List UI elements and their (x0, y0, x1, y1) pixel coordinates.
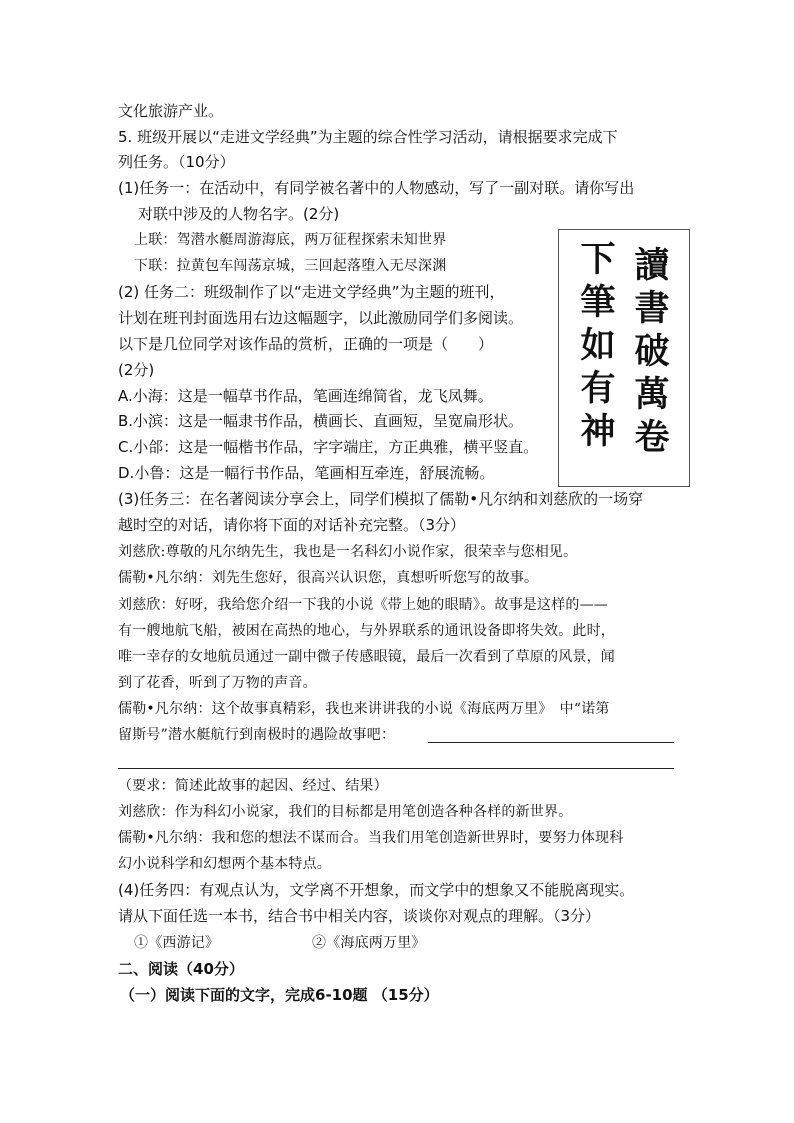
task2-prompt-line1: (2) 任务二：班级制作了以“走进文学经典”为主题的班刊， (118, 283, 505, 301)
book-option-2: ②《海底两万里》 (312, 935, 426, 951)
calligraphy-left-column (573, 238, 623, 453)
answer-blank-line1[interactable] (428, 742, 674, 743)
calligraphy-char: 筆 (580, 282, 616, 323)
question-5-line1: 5. 班级开展以“走进文学经典”为主题的综合性学习活动，请根据要求完成下 (118, 128, 618, 146)
task3-prompt-line1: (3)任务三：在名著阅读分享会上，同学们模拟了儒勒•凡尔纳和刘慈欣的一场穿 (118, 490, 644, 508)
couplet-upper: 上联：驾潜水艇周游海底，两万征程探索未知世界 (134, 232, 447, 248)
task4-prompt-line1: (4)任务四：有观点认为，文学离不开想象，而文学中的想象又不能脱离现实。 (118, 881, 635, 899)
option-b: B.小滨：这是一幅隶书作品，横画长、直画短，呈宽扁形状。 (118, 412, 524, 430)
dialogue-liu-2b: 有一艘地航飞船，被困在高热的地心，与外界联系的通讯设备即将失效。此时， (118, 623, 615, 639)
dialogue-verne-2a: 儒勒•凡尔纳：这个故事真精彩，我也来讲讲我的小说《海底两万里》 中“诺第 (118, 701, 610, 717)
calligraphy-char: 神 (580, 411, 616, 452)
task3-requirement: （要求：简述此故事的起因、经过、结果） (118, 778, 388, 794)
calligraphy-right-column (627, 244, 677, 459)
calligraphy-char: 破 (634, 331, 670, 372)
answer-blank-line2[interactable] (118, 768, 674, 769)
calligraphy-char: 讀 (634, 245, 670, 286)
task2-prompt-line3: 以下是几位同学对该作品的赏析，正确的一项是（ ） (118, 335, 494, 353)
section-2-subheading: （一）阅读下面的文字，完成6-10题 （15分） (120, 986, 439, 1004)
dialogue-liu-3: 刘慈欣：作为科幻小说家，我们的目标都是用笔创造各种各样的新世界。 (118, 804, 573, 820)
calligraphy-char: 有 (580, 368, 616, 409)
option-d: D.小鲁：这是一幅行书作品，笔画相互牵连，舒展流畅。 (118, 464, 495, 482)
question-5-line2: 列任务。（10分） (118, 153, 235, 171)
dialogue-verne-1: 儒勒•凡尔纳：刘先生您好，很高兴认识您，真想听听您写的故事。 (118, 570, 539, 586)
task2-prompt-line2: 计划在班刊封面选用右边这幅题字，以此激励同学们多阅读。 (118, 309, 524, 327)
task3-prompt-line2: 越时空的对话，请你将下面的对话补充完整。（3分） (118, 516, 466, 534)
dialogue-liu-1: 刘慈欣:尊敬的凡尔纳先生，我也是一名科幻小说作家，很荣幸与您相见。 (118, 544, 578, 560)
task1-prompt-line2: 对联中涉及的人物名字。(2分) (138, 205, 340, 223)
dialogue-liu-2d: 到了花香，听到了万物的声音。 (118, 675, 317, 691)
calligraphy-char: 書 (634, 288, 670, 329)
option-c: C.小郃：这是一幅楷书作品，字字端庄，方正典雅，横平竖直。 (118, 438, 539, 456)
intro-tail: 文化旅游产业。 (118, 102, 224, 120)
option-a: A.小海：这是一幅草书作品，笔画连绵简省，龙飞凤舞。 (118, 387, 493, 405)
calligraphy-artwork (558, 229, 690, 487)
task1-prompt-line1: (1)任务一：在活动中，有同学被名著中的人物感动，写了一副对联。请你写出 (118, 179, 635, 197)
calligraphy-char: 如 (580, 325, 616, 366)
dialogue-verne-3b: 幻小说科学和幻想两个基本特点。 (118, 856, 331, 872)
task4-prompt-line2: 请从下面任选一本书，结合书中相关内容，谈谈你对观点的理解。（3分） (118, 907, 601, 925)
dialogue-verne-3a: 儒勒•凡尔纳：我和您的想法不谋而合。当我们用笔创造新世界时，要努力体现科 (118, 830, 624, 846)
calligraphy-char: 下 (580, 239, 616, 280)
couplet-lower: 下联：拉黄包车闯荡京城，三回起落堕入无尽深渊 (134, 258, 447, 274)
dialogue-liu-2a: 刘慈欣：好呀，我给您介绍一下我的小说《带上她的眼睛》。故事是这样的—— (118, 597, 608, 613)
task2-prompt-line4: (2分) (118, 361, 155, 379)
book-option-1: ①《西游记》 (134, 935, 220, 951)
section-2-heading: 二、阅读（40分） (118, 960, 244, 978)
dialogue-verne-2b: 留斯号”潜水艇航行到南极时的遇险故事吧： (118, 727, 396, 743)
calligraphy-char: 萬 (634, 374, 670, 415)
calligraphy-char: 卷 (634, 417, 670, 458)
dialogue-liu-2c: 唯一幸存的女地航员通过一副中微子传感眼镜，最后一次看到了草原的风景，闻 (118, 649, 615, 665)
